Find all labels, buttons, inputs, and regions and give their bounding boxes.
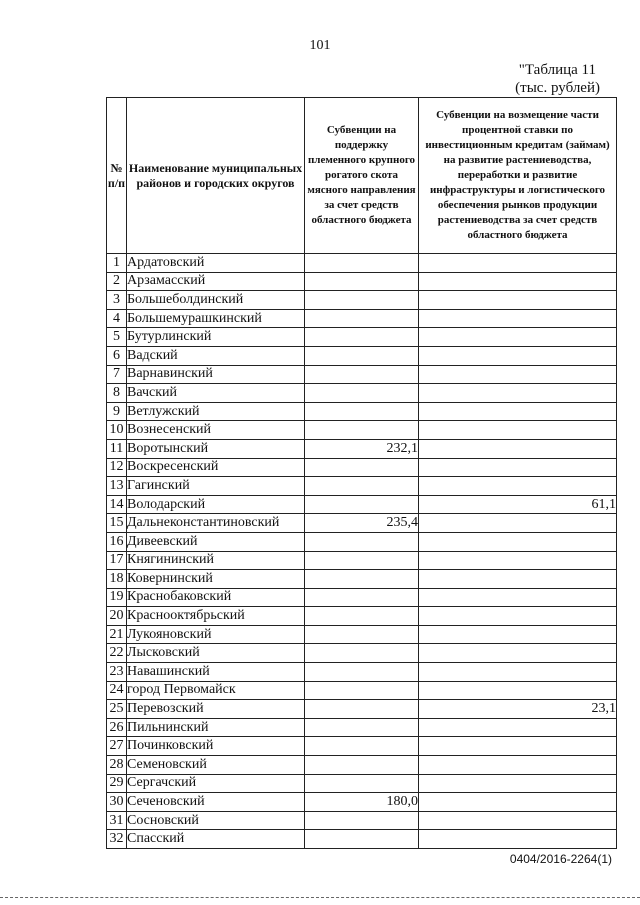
district-name: Вачский xyxy=(127,384,305,403)
table-row xyxy=(107,272,617,291)
cattle-subsidy-value xyxy=(305,495,419,514)
row-number: 12 xyxy=(107,458,127,477)
row-number: 26 xyxy=(107,718,127,737)
table-row xyxy=(107,774,617,793)
district-name: Пильнинский xyxy=(127,718,305,737)
district-name: Большеболдинский xyxy=(127,291,305,310)
table-row xyxy=(107,402,617,421)
row-number: 14 xyxy=(107,495,127,514)
district-name: Большемурашкинский xyxy=(127,309,305,328)
cattle-subsidy-value xyxy=(305,625,419,644)
interest-subsidy-value xyxy=(419,272,617,291)
table-row xyxy=(107,625,617,644)
table-row xyxy=(107,254,617,273)
table-row xyxy=(107,830,617,849)
row-number: 22 xyxy=(107,644,127,663)
row-number: 19 xyxy=(107,588,127,607)
interest-subsidy-value xyxy=(419,551,617,570)
row-number: 6 xyxy=(107,346,127,365)
row-number: 25 xyxy=(107,700,127,719)
row-number: 16 xyxy=(107,532,127,551)
cattle-subsidy-value xyxy=(305,700,419,719)
district-name: Володарский xyxy=(127,495,305,514)
row-number: 31 xyxy=(107,811,127,830)
district-name: Сергачский xyxy=(127,774,305,793)
row-number: 29 xyxy=(107,774,127,793)
table-unit: (тыс. рублей) xyxy=(515,80,600,96)
cattle-subsidy-value xyxy=(305,328,419,347)
row-number: 32 xyxy=(107,830,127,849)
interest-subsidy-value xyxy=(419,644,617,663)
table-row xyxy=(107,718,617,737)
table-row xyxy=(107,458,617,477)
district-name: Дальнеконстантиновский xyxy=(127,514,305,533)
cattle-subsidy-value xyxy=(305,254,419,273)
table-row xyxy=(107,532,617,551)
district-name: Воскресенский xyxy=(127,458,305,477)
cattle-subsidy-value xyxy=(305,458,419,477)
district-name: Ардатовский xyxy=(127,254,305,273)
district-name: Гагинский xyxy=(127,477,305,496)
interest-subsidy-value xyxy=(419,346,617,365)
cattle-subsidy-value xyxy=(305,402,419,421)
cattle-subsidy-value xyxy=(305,588,419,607)
cattle-subsidy-value xyxy=(305,532,419,551)
row-number: 2 xyxy=(107,272,127,291)
cattle-subsidy-value xyxy=(305,718,419,737)
district-name: Ветлужский xyxy=(127,402,305,421)
cattle-subsidy-value: 180,0 xyxy=(305,793,419,812)
table-row xyxy=(107,328,617,347)
interest-subsidy-value xyxy=(419,718,617,737)
interest-subsidy-value xyxy=(419,328,617,347)
table-row xyxy=(107,644,617,663)
district-name: Бутурлинский xyxy=(127,328,305,347)
interest-subsidy-value xyxy=(419,570,617,589)
table-row xyxy=(107,681,617,700)
cattle-subsidy-value xyxy=(305,551,419,570)
district-name: Навашинский xyxy=(127,663,305,682)
row-number: 11 xyxy=(107,439,127,458)
district-name: Спасский xyxy=(127,830,305,849)
row-number: 27 xyxy=(107,737,127,756)
row-number: 28 xyxy=(107,756,127,775)
row-number: 20 xyxy=(107,607,127,626)
table-row xyxy=(107,495,617,514)
cattle-subsidy-value xyxy=(305,830,419,849)
cattle-subsidy-value xyxy=(305,291,419,310)
district-name: Сосновский xyxy=(127,811,305,830)
district-name: Вознесенский xyxy=(127,421,305,440)
interest-subsidy-value xyxy=(419,291,617,310)
interest-subsidy-value xyxy=(419,756,617,775)
interest-subsidy-value xyxy=(419,514,617,533)
header-name: Наименование муниципальных районов и городских округов xyxy=(127,98,305,254)
interest-subsidy-value xyxy=(419,830,617,849)
row-number: 7 xyxy=(107,365,127,384)
table-row xyxy=(107,607,617,626)
interest-subsidy-value xyxy=(419,477,617,496)
row-number: 10 xyxy=(107,421,127,440)
cattle-subsidy-value xyxy=(305,365,419,384)
district-name: Сеченовский xyxy=(127,793,305,812)
table-row xyxy=(107,793,617,812)
row-number: 24 xyxy=(107,681,127,700)
interest-subsidy-value xyxy=(419,663,617,682)
cattle-subsidy-value: 232,1 xyxy=(305,439,419,458)
row-number: 23 xyxy=(107,663,127,682)
header-cattle-subsidy: Субвенции на поддержку племенного крупного рогатого скота мясного направления за счет средств областного бюджета xyxy=(305,98,419,254)
table-row xyxy=(107,421,617,440)
district-name: Княгининский xyxy=(127,551,305,570)
interest-subsidy-value xyxy=(419,458,617,477)
table-row xyxy=(107,365,617,384)
row-number: 21 xyxy=(107,625,127,644)
page-number: 101 xyxy=(309,38,331,53)
row-number: 4 xyxy=(107,309,127,328)
table-header-row xyxy=(107,98,617,254)
cattle-subsidy-value xyxy=(305,774,419,793)
table-row xyxy=(107,700,617,719)
cattle-subsidy-value xyxy=(305,570,419,589)
subsidy-table xyxy=(106,97,617,849)
cattle-subsidy-value xyxy=(305,737,419,756)
row-number: 3 xyxy=(107,291,127,310)
interest-subsidy-value xyxy=(419,309,617,328)
district-name: Краснобаковский xyxy=(127,588,305,607)
row-number: 13 xyxy=(107,477,127,496)
cattle-subsidy-value xyxy=(305,663,419,682)
cattle-subsidy-value xyxy=(305,756,419,775)
district-name: Перевозский xyxy=(127,700,305,719)
table-body xyxy=(107,254,617,849)
district-name: Арзамасский xyxy=(127,272,305,291)
header-interest-subsidy: Субвенции на возмещение части процентной ставки по инвестиционным кредитам (займам) на развитие растениеводства, переработки и развитие инфраструктуры и логистического обеспечения рынков продукции растениеводства за счет средств областного бюджета xyxy=(419,98,617,254)
interest-subsidy-value xyxy=(419,421,617,440)
district-name: Семеновский xyxy=(127,756,305,775)
interest-subsidy-value xyxy=(419,681,617,700)
cattle-subsidy-value xyxy=(305,346,419,365)
row-number: 5 xyxy=(107,328,127,347)
row-number: 17 xyxy=(107,551,127,570)
district-name: Дивеевский xyxy=(127,532,305,551)
district-name: город Первомайск xyxy=(127,681,305,700)
cattle-subsidy-value xyxy=(305,309,419,328)
cattle-subsidy-value xyxy=(305,272,419,291)
interest-subsidy-value: 61,1 xyxy=(419,495,617,514)
table-row xyxy=(107,514,617,533)
interest-subsidy-value xyxy=(419,774,617,793)
interest-subsidy-value xyxy=(419,532,617,551)
district-name: Лысковский xyxy=(127,644,305,663)
table-title: "Таблица 11 xyxy=(518,62,596,78)
district-name: Ковернинский xyxy=(127,570,305,589)
cattle-subsidy-value xyxy=(305,477,419,496)
table-row xyxy=(107,756,617,775)
table-row xyxy=(107,570,617,589)
cattle-subsidy-value xyxy=(305,607,419,626)
document-code: 0404/2016-2264(1) xyxy=(509,852,612,866)
interest-subsidy-value xyxy=(419,625,617,644)
cattle-subsidy-value xyxy=(305,384,419,403)
interest-subsidy-value xyxy=(419,811,617,830)
interest-subsidy-value xyxy=(419,737,617,756)
interest-subsidy-value xyxy=(419,793,617,812)
table-row xyxy=(107,439,617,458)
interest-subsidy-value xyxy=(419,439,617,458)
cattle-subsidy-value: 235,4 xyxy=(305,514,419,533)
row-number: 15 xyxy=(107,514,127,533)
cattle-subsidy-value xyxy=(305,644,419,663)
interest-subsidy-value xyxy=(419,607,617,626)
district-name: Варнавинский xyxy=(127,365,305,384)
interest-subsidy-value: 23,1 xyxy=(419,700,617,719)
table-row xyxy=(107,346,617,365)
interest-subsidy-value xyxy=(419,402,617,421)
row-number: 9 xyxy=(107,402,127,421)
interest-subsidy-value xyxy=(419,365,617,384)
table-row xyxy=(107,811,617,830)
cattle-subsidy-value xyxy=(305,811,419,830)
table-row xyxy=(107,588,617,607)
interest-subsidy-value xyxy=(419,384,617,403)
page-bottom-line xyxy=(0,897,640,898)
row-number: 30 xyxy=(107,793,127,812)
district-name: Воротынский xyxy=(127,439,305,458)
table-row xyxy=(107,309,617,328)
table-row xyxy=(107,384,617,403)
table-row xyxy=(107,291,617,310)
header-number: № п/п xyxy=(107,98,127,254)
district-name: Починковский xyxy=(127,737,305,756)
table-row xyxy=(107,477,617,496)
table-row xyxy=(107,551,617,570)
interest-subsidy-value xyxy=(419,254,617,273)
cattle-subsidy-value xyxy=(305,421,419,440)
table-row xyxy=(107,737,617,756)
row-number: 1 xyxy=(107,254,127,273)
district-name: Лукояновский xyxy=(127,625,305,644)
row-number: 8 xyxy=(107,384,127,403)
row-number: 18 xyxy=(107,570,127,589)
interest-subsidy-value xyxy=(419,588,617,607)
table-row xyxy=(107,663,617,682)
cattle-subsidy-value xyxy=(305,681,419,700)
district-name: Краснооктябрьский xyxy=(127,607,305,626)
district-name: Вадский xyxy=(127,346,305,365)
